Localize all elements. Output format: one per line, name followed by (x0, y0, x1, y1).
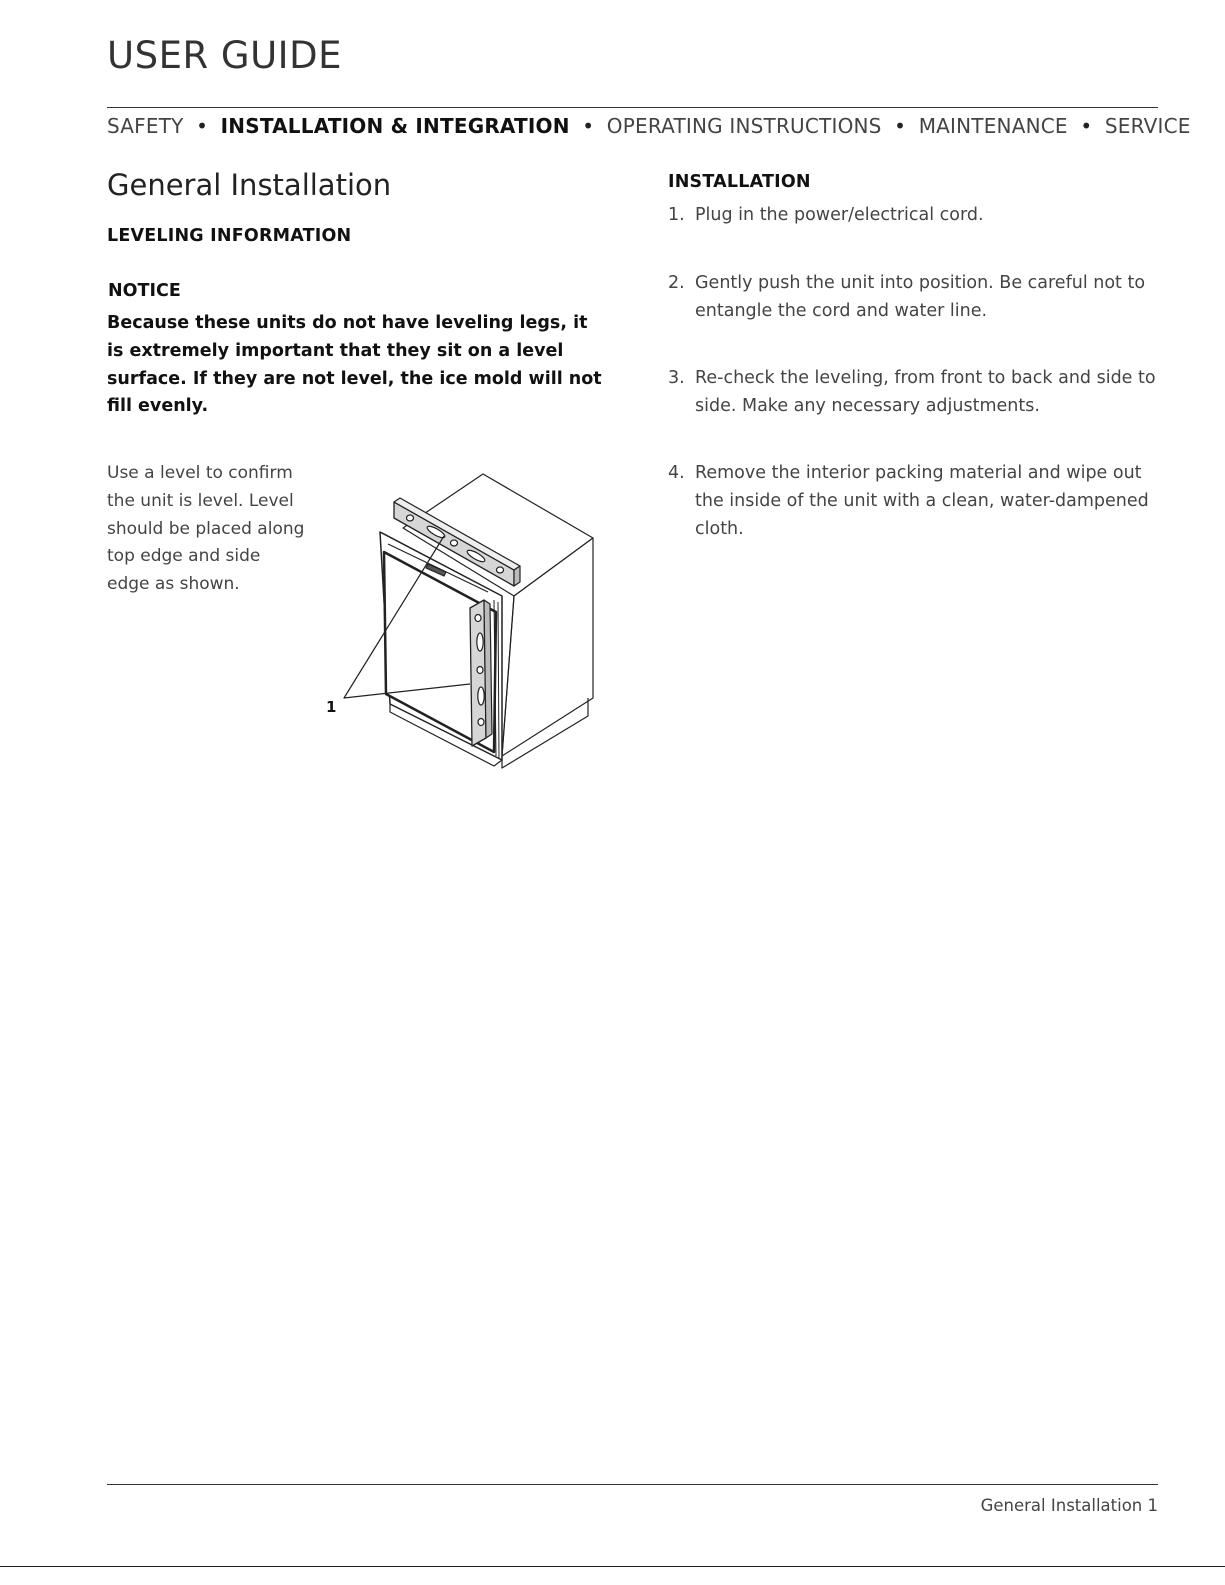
step-number: 2. (668, 273, 685, 293)
list-item (668, 270, 1168, 326)
level-instruction: Use a level to confirm the unit is level. Level should be placed along top edge and side edge as shown. (107, 463, 305, 595)
page-footer: General Installation 1 (980, 1496, 1158, 1515)
step-text: Plug in the power/electrical cord. (695, 205, 984, 225)
list-item (668, 460, 1168, 543)
step-number: 3. (668, 368, 685, 388)
leveling-illustration (318, 466, 608, 776)
step-text: Remove the interior packing material and wipe out the inside of the unit with a clean, water-dampened cloth. (695, 463, 1149, 539)
nav-separator: • (1080, 114, 1093, 138)
page-bottom-edge (0, 1566, 1225, 1567)
leveling-subheading: LEVELING INFORMATION (107, 226, 352, 246)
figure-callout: 1 (326, 698, 337, 716)
nav-separator: • (196, 114, 209, 138)
footer-divider (107, 1484, 1158, 1485)
step-text: Re-check the leveling, from front to back and side to side. Make any necessary adjustments. (695, 368, 1156, 416)
nav-item-safety: SAFETY (107, 114, 184, 138)
step-text: Gently push the unit into position. Be careful not to entangle the cord and water line. (695, 273, 1146, 321)
notice-label: NOTICE (108, 281, 181, 301)
nav-item-maintenance: MAINTENANCE (918, 114, 1068, 138)
nav-separator: • (582, 114, 595, 138)
step-number: 1. (668, 205, 685, 225)
list-item (668, 202, 1168, 230)
nav-item-service: SERVICE (1104, 114, 1191, 138)
nav-separator: • (894, 114, 907, 138)
section-nav (107, 114, 1191, 138)
step-number: 4. (668, 463, 685, 483)
nav-item-installation: INSTALLATION & INTEGRATION (220, 114, 570, 138)
list-item (668, 365, 1168, 421)
nav-item-operating: OPERATING INSTRUCTIONS (606, 114, 882, 138)
header-divider (107, 107, 1158, 108)
section-title: General Installation (107, 168, 392, 202)
document-title: USER GUIDE (107, 34, 342, 77)
installation-heading: INSTALLATION (668, 172, 811, 192)
notice-text: Because these units do not have leveling legs, it is extremely important that they sit on a level surface. If they are not level, the ice mold will not fill evenly. (107, 313, 602, 417)
